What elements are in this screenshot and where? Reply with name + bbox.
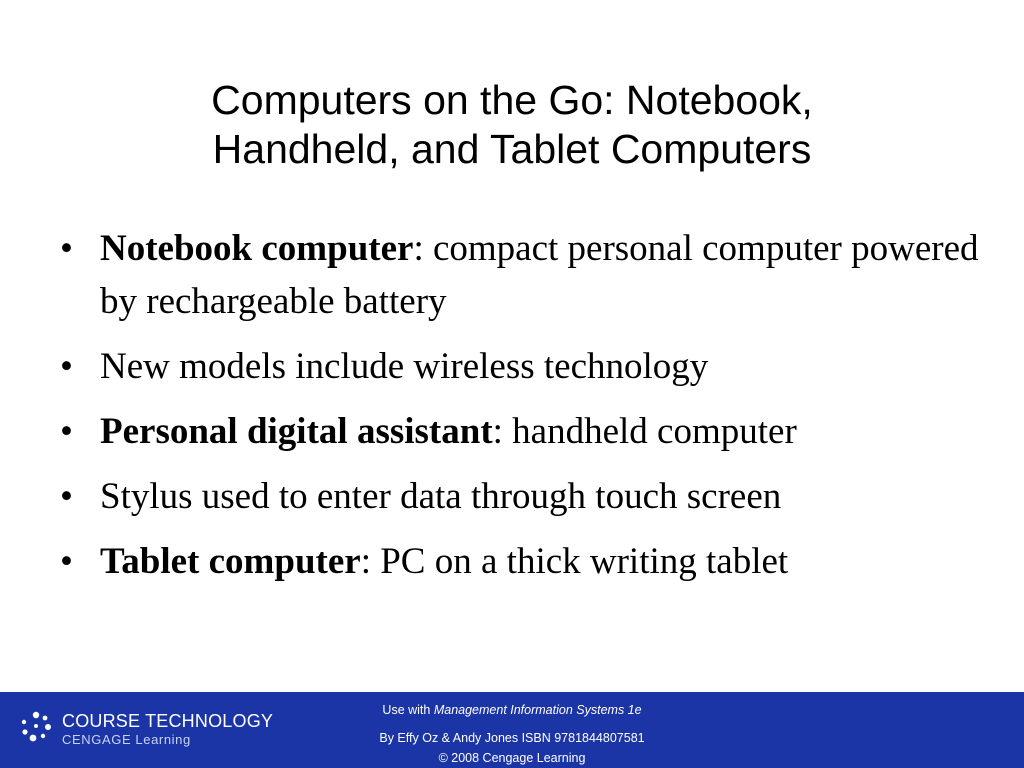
bullet-item bbox=[60, 405, 1000, 458]
brand-name: COURSE TECHNOLOGY bbox=[62, 711, 274, 731]
authors-isbn: By Effy Oz & Andy Jones ISBN 9781844807581 bbox=[379, 731, 645, 745]
footer-credits bbox=[330, 702, 694, 766]
slide-title-line1: Computers on the Go: Notebook, bbox=[211, 77, 813, 123]
brand-subname: CENGAGE Learning bbox=[62, 732, 191, 747]
bullet-item bbox=[60, 340, 1000, 393]
slide-title-line2: Handheld, and Tablet Computers bbox=[212, 126, 812, 172]
bullet-item bbox=[60, 470, 1000, 523]
bullet-text: : PC on a thick writing tablet bbox=[360, 541, 789, 582]
bullet-item bbox=[60, 222, 1000, 328]
bullet-text: : compact personal computer powered by rechargeable battery bbox=[100, 228, 979, 322]
bullet-term: Tablet computer bbox=[100, 541, 361, 582]
bullet-marker: • bbox=[60, 541, 73, 582]
use-with-line bbox=[330, 702, 694, 718]
book-title: Management Information Systems 1e bbox=[433, 703, 642, 717]
bullet-item bbox=[60, 535, 1000, 588]
bullet-text: New models include wireless technology bbox=[100, 346, 709, 387]
bullet-marker: • bbox=[60, 228, 73, 269]
bullet-marker: • bbox=[60, 346, 73, 387]
use-with-prefix: Use with bbox=[382, 703, 434, 717]
bullet-term: Personal digital assistant bbox=[100, 411, 493, 452]
bullet-marker: • bbox=[60, 411, 73, 452]
slide-title bbox=[0, 76, 1024, 174]
bullet-term: Notebook computer bbox=[100, 228, 414, 269]
bullet-text: Stylus used to enter data through touch screen bbox=[100, 476, 782, 517]
copyright: © 2008 Cengage Learning bbox=[438, 751, 586, 765]
course-technology-logo-icon bbox=[18, 708, 54, 744]
bullet-list bbox=[60, 222, 1000, 600]
bullet-text: : handheld computer bbox=[492, 411, 797, 452]
footer-bar bbox=[0, 692, 1024, 768]
bullet-marker: • bbox=[60, 476, 73, 517]
